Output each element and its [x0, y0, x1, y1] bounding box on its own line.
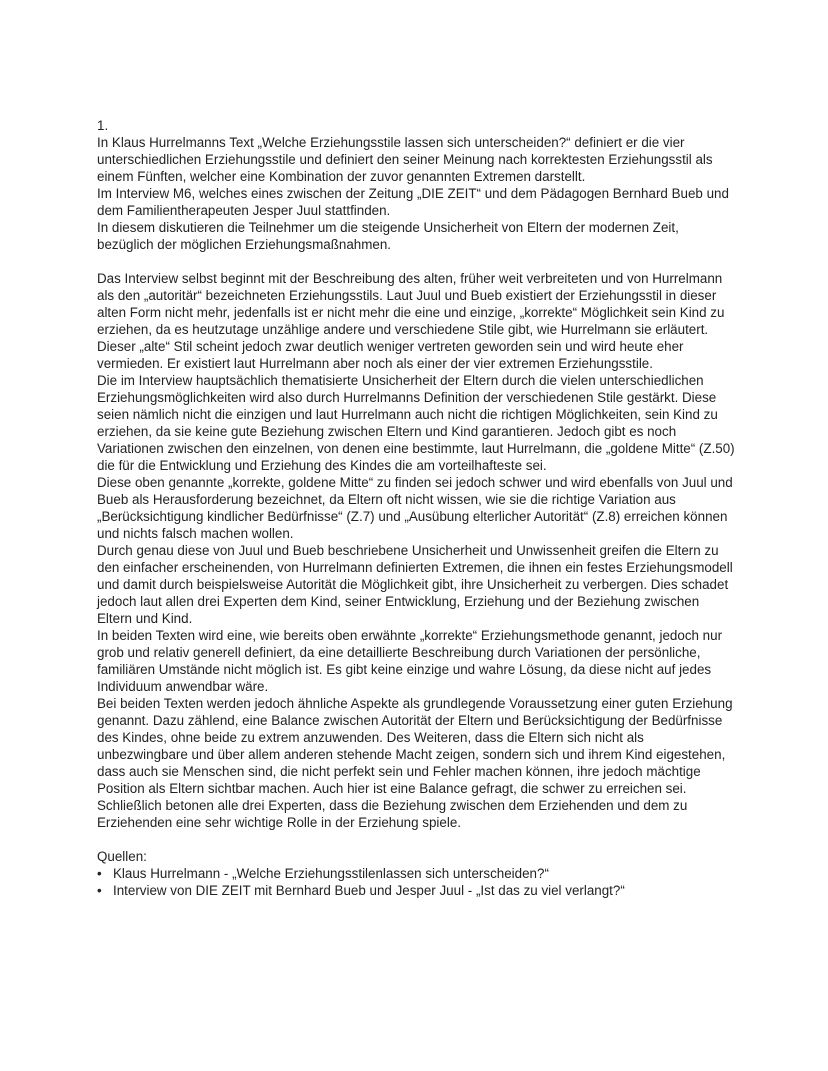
bullet-icon: •: [97, 866, 102, 881]
body-paragraph: Das Interview selbst beginnt mit der Beschreibung des alten, früher weit verbreiteten und von Hurrelmann als den „autoritär“ bezeichneten Erziehungsstils. Laut Juul und Bueb existiert der Erziehungsstil in dieser alten Form nicht mehr, jedenfalls ist er nicht mehr die eine und einzige, „korrekte“ Möglichkeit sein Kind zu erziehen, da es heutzutage unzählige andere und verschiedene Stile gibt, wie Hurrelmann sie erläutert. Dieser „alte“ Stil scheint jedoch zwar deutlich weniger vertreten geworden sein und wird heute eher vermieden. Er existiert laut Hurrelmann aber noch als einer der vier extremen Erziehungsstile.: [97, 271, 725, 371]
body-paragraph: Bei beiden Texten werden jedoch ähnliche Aspekte als grundlegende Voraussetzung einer guten Erziehung genannt. Dazu zählend, eine Balance zwischen Autorität der Eltern und Berücksichtigung der Bedürfnisse des Kindes, ohne beide zu extrem anzuwenden. Des Weiteren, dass die Eltern sich nicht als unbezwingbare und über allem anderen stehende Macht zeigen, sondern sich und ihrem Kind eigestehen, dass auch sie Menschen sind, die nicht perfekt sein und Fehler machen können, ihre jedoch mächtige Position als Eltern sichtbar machen. Auch hier ist eine Balance gefragt, die schwer zu erreichen sei.: [97, 696, 733, 796]
paragraph-spacer: [97, 831, 737, 848]
sources-list: [97, 865, 737, 899]
source-item: [97, 882, 737, 899]
source-text: Interview von DIE ZEIT mit Bernhard Bueb und Jesper Juul - „Ist das zu viel verlangt?“: [113, 883, 625, 898]
sources-heading: Quellen:: [97, 849, 147, 864]
body-paragraph: Schließlich betonen alle drei Experten, dass die Beziehung zwischen dem Erziehenden und dem zu Erziehenden eine sehr wichtige Rolle in der Erziehung spiele.: [97, 798, 688, 830]
intro-paragraph: In diesem diskutieren die Teilnehmer um die steigende Unsicherheit von Eltern der modernen Zeit, bezüglich der möglichen Erziehungsmaßnahmen.: [97, 220, 679, 252]
section-number: 1.: [97, 118, 109, 133]
intro-paragraph: In Klaus Hurrelmanns Text „Welche Erziehungsstile lassen sich unterscheiden?“ definiert er die vier unterschiedlichen Erziehungsstile und definiert den seiner Meinung nach korrektesten Erziehungsstil als einem Fünften, welcher eine Kombination der zuvor genannten Extremen darstellt.: [97, 135, 713, 184]
intro-paragraph: Im Interview M6, welches eines zwischen der Zeitung „DIE ZEIT“ und dem Pädagogen Bernhard Bueb und dem Familientherapeuten Jesper Juul stattfinden.: [97, 186, 729, 218]
body-paragraph: Durch genau diese von Juul und Bueb beschriebene Unsicherheit und Unwissenheit greifen die Eltern zu den einfacher erscheinenden, von Hurrelmann definierten Extremen, die ihnen ein festes Erziehungsmodell und damit durch beispielsweise Autorität die Möglichkeit gibt, ihre Unsicherheit zu verbergen. Dies schadet jedoch laut allen drei Experten dem Kind, seiner Entwicklung, Erziehung und der Beziehung zwischen Eltern und Kind.: [97, 543, 733, 626]
source-item: [97, 865, 737, 882]
document-page: [97, 117, 737, 899]
bullet-icon: •: [97, 883, 102, 898]
body-paragraph: Diese oben genannte „korrekte, goldene Mitte“ zu finden sei jedoch schwer und wird ebenfalls von Juul und Bueb als Herausforderung bezeichnet, da Eltern oft nicht wissen, wie sie die richtige Variation aus „Berücksichtigung kindlicher Bedürfnisse“ (Z.7) und „Ausübung elterlicher Autorität“ (Z.8) erreichen können und nichts falsch machen wollen.: [97, 475, 733, 541]
paragraph-spacer: [97, 253, 737, 270]
body-paragraph: In beiden Texten wird eine, wie bereits oben erwähnte „korrekte“ Erziehungsmethode genannt, jedoch nur grob und relativ generell definiert, da eine detaillierte Beschreibung durch Variationen der persönliche, familiären Umstände nicht möglich ist. Es gibt keine einzige und wahre Lösung, da diese nicht auf jedes Individuum anwendbar wäre.: [97, 628, 723, 694]
source-text: Klaus Hurrelmann - „Welche Erziehungsstilenlassen sich unterscheiden?“: [113, 866, 549, 881]
body-paragraph: Die im Interview hauptsächlich thematisierte Unsicherheit der Eltern durch die vielen unterschiedlichen Erziehungsmöglichkeiten wird also durch Hurrelmanns Definition der verschiedenen Stile gestärkt. Diese seien nämlich nicht die einzigen und laut Hurrelmann auch nicht die richtigen Möglichkeiten, sein Kind zu erziehen, da sie keine gute Beziehung zwischen Eltern und Kind garantieren. Jedoch gibt es noch Variationen zwischen den einzelnen, von denen eine bestimmte, laut Hurrelmann, die „goldene Mitte“ (Z.50) die für die Entwicklung und Erziehung des Kindes die am vorteilhafteste sei.: [97, 373, 735, 473]
